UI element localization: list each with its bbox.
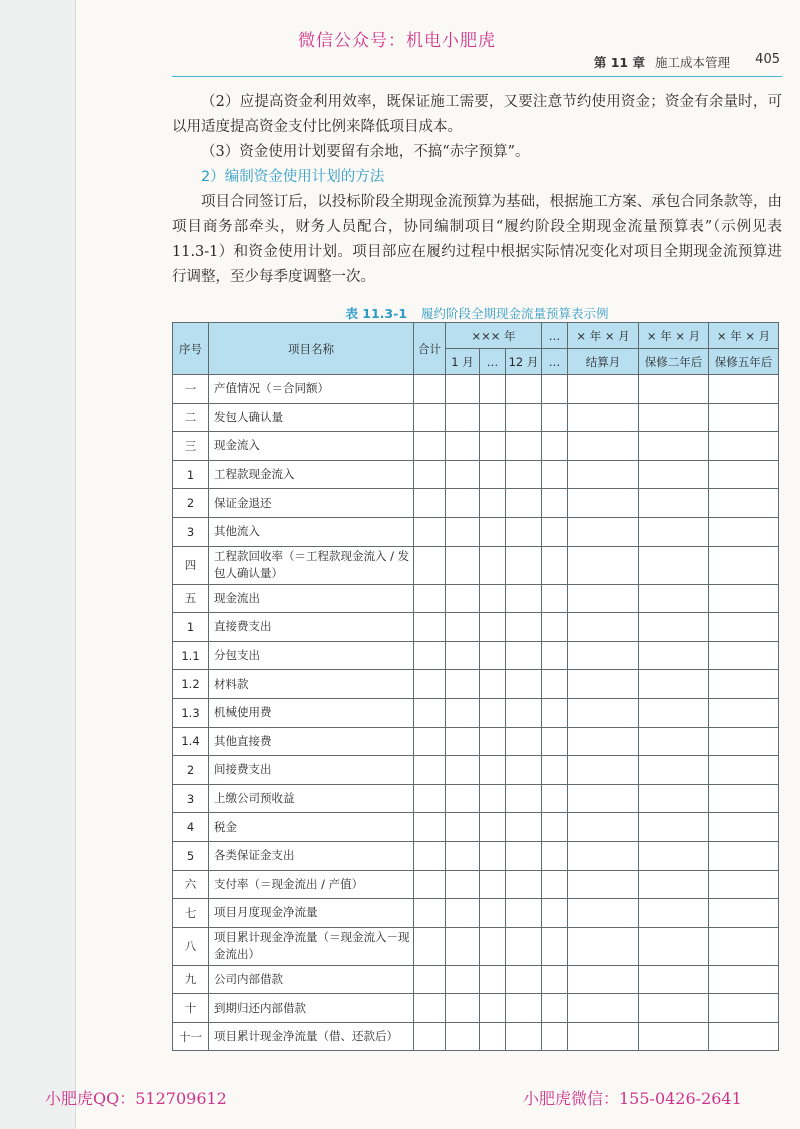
- value-cell: [506, 584, 542, 613]
- value-cell: [414, 613, 446, 642]
- header-seq: 序号: [173, 323, 209, 375]
- table-row: [173, 870, 779, 899]
- row-item-name: 发包人确认量: [209, 403, 414, 432]
- value-cell: [446, 899, 480, 928]
- row-item-name: 工程款回收率（＝工程款现金流入 / 发包人确认量）: [209, 546, 414, 584]
- value-cell: [639, 517, 709, 546]
- value-cell: [506, 899, 542, 928]
- value-cell: [446, 927, 480, 965]
- header-period-c: × 年 × 月: [709, 323, 779, 349]
- value-cell: [542, 1022, 568, 1051]
- value-cell: [639, 756, 709, 785]
- page-number: 405: [755, 52, 780, 67]
- value-cell: [506, 1022, 542, 1051]
- table-row: [173, 1022, 779, 1051]
- value-cell: [480, 1022, 506, 1051]
- value-cell: [709, 460, 779, 489]
- value-cell: [709, 1022, 779, 1051]
- value-cell: [414, 641, 446, 670]
- value-cell: [506, 727, 542, 756]
- value-cell: [414, 813, 446, 842]
- header-period-a: × 年 × 月: [568, 323, 639, 349]
- value-cell: [639, 1022, 709, 1051]
- value-cell: [446, 403, 480, 432]
- row-number: 十: [173, 994, 209, 1023]
- value-cell: [506, 841, 542, 870]
- table-caption: [172, 304, 782, 322]
- value-cell: [446, 641, 480, 670]
- value-cell: [506, 375, 542, 404]
- value-cell: [542, 460, 568, 489]
- value-cell: [709, 641, 779, 670]
- value-cell: [446, 460, 480, 489]
- value-cell: [568, 813, 639, 842]
- row-item-name: 现金流入: [209, 432, 414, 461]
- value-cell: [542, 813, 568, 842]
- row-item-name: 保证金退还: [209, 489, 414, 518]
- table-number: 表 11.3-1: [345, 306, 408, 321]
- row-number: 5: [173, 841, 209, 870]
- row-item-name: 税金: [209, 813, 414, 842]
- row-number: 1: [173, 613, 209, 642]
- value-cell: [709, 613, 779, 642]
- table-row: [173, 670, 779, 699]
- value-cell: [480, 727, 506, 756]
- row-number: 一: [173, 375, 209, 404]
- row-item-name: 到期归还内部借款: [209, 994, 414, 1023]
- row-item-name: 其他直接费: [209, 727, 414, 756]
- value-cell: [446, 813, 480, 842]
- value-cell: [480, 899, 506, 928]
- value-cell: [414, 670, 446, 699]
- row-number: 1.4: [173, 727, 209, 756]
- value-cell: [480, 641, 506, 670]
- row-item-name: 项目累计现金净流量（＝现金流入－现金流出）: [209, 927, 414, 965]
- value-cell: [480, 432, 506, 461]
- value-cell: [446, 784, 480, 813]
- value-cell: [446, 670, 480, 699]
- value-cell: [446, 994, 480, 1023]
- value-cell: [480, 489, 506, 518]
- value-cell: [709, 756, 779, 785]
- table-row: [173, 965, 779, 994]
- row-item-name: 支付率（＝现金流出 / 产值）: [209, 870, 414, 899]
- chapter-label: [594, 53, 730, 71]
- section-heading: 2）编制资金使用计划的方法: [201, 169, 385, 185]
- value-cell: [414, 899, 446, 928]
- header-month-1: 1 月: [446, 349, 480, 375]
- value-cell: [480, 670, 506, 699]
- value-cell: [506, 698, 542, 727]
- table-row: [173, 813, 779, 842]
- value-cell: [480, 756, 506, 785]
- header-item-name: 项目名称: [209, 323, 414, 375]
- value-cell: [639, 965, 709, 994]
- row-item-name: 产值情况（＝合同额）: [209, 375, 414, 404]
- value-cell: [709, 546, 779, 584]
- value-cell: [639, 613, 709, 642]
- watermark-top: 微信公众号：机电小肥虎: [298, 31, 496, 51]
- value-cell: [568, 927, 639, 965]
- value-cell: [506, 613, 542, 642]
- table-row: [173, 489, 779, 518]
- value-cell: [568, 613, 639, 642]
- value-cell: [480, 841, 506, 870]
- value-cell: [542, 727, 568, 756]
- paragraph-1: （2）应提高资金利用效率，既保证施工需要，又要注意节约使用资金；资金有余量时，可以用适度提高资金支付比例来降低项目成本。: [172, 94, 782, 135]
- value-cell: [639, 584, 709, 613]
- running-header: [172, 50, 782, 77]
- value-cell: [709, 375, 779, 404]
- value-cell: [506, 460, 542, 489]
- table-row: [173, 899, 779, 928]
- chapter-number: 第 11 章: [593, 55, 645, 70]
- value-cell: [480, 994, 506, 1023]
- value-cell: [414, 517, 446, 546]
- header-period-b: × 年 × 月: [639, 323, 709, 349]
- value-cell: [480, 927, 506, 965]
- table-row: [173, 698, 779, 727]
- value-cell: [709, 927, 779, 965]
- value-cell: [639, 870, 709, 899]
- row-number: 1.1: [173, 641, 209, 670]
- value-cell: [568, 584, 639, 613]
- row-number: 4: [173, 813, 209, 842]
- value-cell: [639, 375, 709, 404]
- row-number: 二: [173, 403, 209, 432]
- watermark-bottom-right: 小肥虎微信：155-0426-2641: [523, 1089, 742, 1108]
- header-warranty-2y: 保修二年后: [639, 349, 709, 375]
- value-cell: [709, 899, 779, 928]
- row-item-name: 工程款现金流入: [209, 460, 414, 489]
- value-cell: [446, 517, 480, 546]
- value-cell: [639, 698, 709, 727]
- value-cell: [506, 670, 542, 699]
- value-cell: [480, 546, 506, 584]
- row-number: 九: [173, 965, 209, 994]
- value-cell: [542, 784, 568, 813]
- value-cell: [542, 403, 568, 432]
- value-cell: [542, 584, 568, 613]
- value-cell: [506, 641, 542, 670]
- value-cell: [480, 403, 506, 432]
- value-cell: [414, 994, 446, 1023]
- paragraph-2: （3）资金使用计划要留有余地，不搞“赤字预算”。: [201, 144, 530, 160]
- value-cell: [480, 460, 506, 489]
- value-cell: [506, 546, 542, 584]
- watermark-bottom-left: 小肥虎QQ：512709612: [45, 1089, 227, 1108]
- value-cell: [542, 641, 568, 670]
- value-cell: [414, 403, 446, 432]
- value-cell: [568, 460, 639, 489]
- value-cell: [542, 489, 568, 518]
- value-cell: [446, 613, 480, 642]
- header-warranty-5y: 保修五年后: [709, 349, 779, 375]
- value-cell: [446, 870, 480, 899]
- value-cell: [639, 927, 709, 965]
- table-row: [173, 756, 779, 785]
- value-cell: [709, 403, 779, 432]
- paragraph-3: 项目合同签订后，以投标阶段全期现金流预算为基础，根据施工方案、承包合同条款等，由项目商务部牵头，财务人员配合，协同编制项目“履约阶段全期现金流量预算表”（示例见表 11.3-1）和资金使用计划。项目部应在履约过程中根据实际情况变化对项目全期现金流预算进行调整，至少每季度调整一次。: [172, 194, 782, 285]
- body-text: [172, 90, 782, 290]
- value-cell: [414, 965, 446, 994]
- value-cell: [568, 641, 639, 670]
- row-item-name: 间接费支出: [209, 756, 414, 785]
- value-cell: [639, 432, 709, 461]
- value-cell: [639, 784, 709, 813]
- value-cell: [542, 432, 568, 461]
- value-cell: [639, 489, 709, 518]
- value-cell: [639, 841, 709, 870]
- row-item-name: 项目月度现金净流量: [209, 899, 414, 928]
- table-row: [173, 927, 779, 965]
- value-cell: [446, 727, 480, 756]
- row-number: 五: [173, 584, 209, 613]
- row-number: 十一: [173, 1022, 209, 1051]
- value-cell: [414, 841, 446, 870]
- row-item-name: 现金流出: [209, 584, 414, 613]
- value-cell: [446, 489, 480, 518]
- value-cell: [414, 1022, 446, 1051]
- value-cell: [446, 432, 480, 461]
- value-cell: [414, 698, 446, 727]
- value-cell: [480, 870, 506, 899]
- table-row: [173, 727, 779, 756]
- value-cell: [639, 727, 709, 756]
- row-number: 1: [173, 460, 209, 489]
- value-cell: [542, 698, 568, 727]
- value-cell: [542, 994, 568, 1023]
- value-cell: [568, 1022, 639, 1051]
- value-cell: [639, 403, 709, 432]
- row-number: 2: [173, 756, 209, 785]
- value-cell: [568, 546, 639, 584]
- value-cell: [446, 546, 480, 584]
- value-cell: [568, 375, 639, 404]
- value-cell: [709, 670, 779, 699]
- value-cell: [709, 432, 779, 461]
- value-cell: [446, 756, 480, 785]
- header-settlement-month: 结算月: [568, 349, 639, 375]
- table-row: [173, 613, 779, 642]
- value-cell: [709, 813, 779, 842]
- table-row: [173, 584, 779, 613]
- value-cell: [506, 432, 542, 461]
- value-cell: [639, 899, 709, 928]
- row-item-name: 各类保证金支出: [209, 841, 414, 870]
- value-cell: [414, 756, 446, 785]
- row-number: 3: [173, 517, 209, 546]
- value-cell: [414, 546, 446, 584]
- value-cell: [639, 641, 709, 670]
- value-cell: [414, 584, 446, 613]
- value-cell: [709, 584, 779, 613]
- value-cell: [480, 375, 506, 404]
- value-cell: [414, 727, 446, 756]
- row-number: 七: [173, 899, 209, 928]
- value-cell: [568, 403, 639, 432]
- value-cell: [568, 670, 639, 699]
- value-cell: [709, 841, 779, 870]
- value-cell: [446, 375, 480, 404]
- row-number: 2: [173, 489, 209, 518]
- value-cell: [568, 899, 639, 928]
- value-cell: [446, 841, 480, 870]
- value-cell: [480, 698, 506, 727]
- value-cell: [506, 756, 542, 785]
- value-cell: [506, 403, 542, 432]
- value-cell: [542, 927, 568, 965]
- value-cell: [709, 994, 779, 1023]
- value-cell: [709, 870, 779, 899]
- value-cell: [568, 727, 639, 756]
- value-cell: [568, 784, 639, 813]
- header-ellipsis: …: [542, 323, 568, 349]
- value-cell: [542, 546, 568, 584]
- value-cell: [542, 670, 568, 699]
- value-cell: [542, 613, 568, 642]
- value-cell: [709, 727, 779, 756]
- row-number: 1.2: [173, 670, 209, 699]
- table-row: [173, 403, 779, 432]
- table-row: [173, 784, 779, 813]
- value-cell: [506, 489, 542, 518]
- row-number: 四: [173, 546, 209, 584]
- value-cell: [568, 841, 639, 870]
- header-year: ××× 年: [446, 323, 542, 349]
- value-cell: [542, 517, 568, 546]
- value-cell: [414, 375, 446, 404]
- value-cell: [446, 698, 480, 727]
- table-row: [173, 841, 779, 870]
- row-number: 1.3: [173, 698, 209, 727]
- value-cell: [446, 1022, 480, 1051]
- value-cell: [480, 813, 506, 842]
- value-cell: [639, 546, 709, 584]
- row-number: 八: [173, 927, 209, 965]
- value-cell: [568, 756, 639, 785]
- value-cell: [480, 784, 506, 813]
- value-cell: [568, 432, 639, 461]
- value-cell: [709, 698, 779, 727]
- value-cell: [639, 460, 709, 489]
- value-cell: [414, 432, 446, 461]
- row-item-name: 公司内部借款: [209, 965, 414, 994]
- value-cell: [568, 994, 639, 1023]
- chapter-title: 施工成本管理: [654, 55, 730, 70]
- row-number: 六: [173, 870, 209, 899]
- row-item-name: 上缴公司预收益: [209, 784, 414, 813]
- value-cell: [506, 813, 542, 842]
- value-cell: [542, 841, 568, 870]
- table-body: [173, 375, 779, 1051]
- cash-flow-budget-table: [172, 322, 779, 1051]
- table-row: [173, 641, 779, 670]
- value-cell: [480, 584, 506, 613]
- row-number: 三: [173, 432, 209, 461]
- value-cell: [568, 965, 639, 994]
- header-month-ellipsis: …: [480, 349, 506, 375]
- row-item-name: 直接费支出: [209, 613, 414, 642]
- table-title: 履约阶段全期现金流量预算表示例: [421, 306, 609, 321]
- header-month-12: 12 月: [506, 349, 542, 375]
- value-cell: [542, 965, 568, 994]
- value-cell: [568, 698, 639, 727]
- row-number: 3: [173, 784, 209, 813]
- value-cell: [506, 870, 542, 899]
- table-row: [173, 432, 779, 461]
- value-cell: [639, 670, 709, 699]
- value-cell: [709, 784, 779, 813]
- value-cell: [542, 870, 568, 899]
- value-cell: [506, 784, 542, 813]
- row-item-name: 项目累计现金净流量（借、还款后）: [209, 1022, 414, 1051]
- row-item-name: 机械使用费: [209, 698, 414, 727]
- row-item-name: 其他流入: [209, 517, 414, 546]
- value-cell: [480, 965, 506, 994]
- value-cell: [542, 375, 568, 404]
- header-ellipsis-2: …: [542, 349, 568, 375]
- value-cell: [414, 489, 446, 518]
- table-row: [173, 994, 779, 1023]
- value-cell: [542, 899, 568, 928]
- value-cell: [568, 489, 639, 518]
- value-cell: [506, 927, 542, 965]
- value-cell: [506, 965, 542, 994]
- value-cell: [414, 927, 446, 965]
- table-row: [173, 546, 779, 584]
- value-cell: [568, 517, 639, 546]
- value-cell: [568, 870, 639, 899]
- row-item-name: 材料款: [209, 670, 414, 699]
- value-cell: [414, 460, 446, 489]
- value-cell: [506, 517, 542, 546]
- table-row: [173, 375, 779, 404]
- row-item-name: 分包支出: [209, 641, 414, 670]
- value-cell: [639, 813, 709, 842]
- table-row: [173, 460, 779, 489]
- value-cell: [709, 517, 779, 546]
- value-cell: [414, 870, 446, 899]
- value-cell: [709, 489, 779, 518]
- value-cell: [480, 613, 506, 642]
- header-total: 合计: [414, 323, 446, 375]
- value-cell: [542, 756, 568, 785]
- book-spine-margin: [0, 0, 76, 1129]
- value-cell: [446, 965, 480, 994]
- value-cell: [414, 784, 446, 813]
- value-cell: [506, 994, 542, 1023]
- value-cell: [639, 994, 709, 1023]
- table-row: [173, 517, 779, 546]
- value-cell: [709, 965, 779, 994]
- value-cell: [480, 517, 506, 546]
- value-cell: [446, 584, 480, 613]
